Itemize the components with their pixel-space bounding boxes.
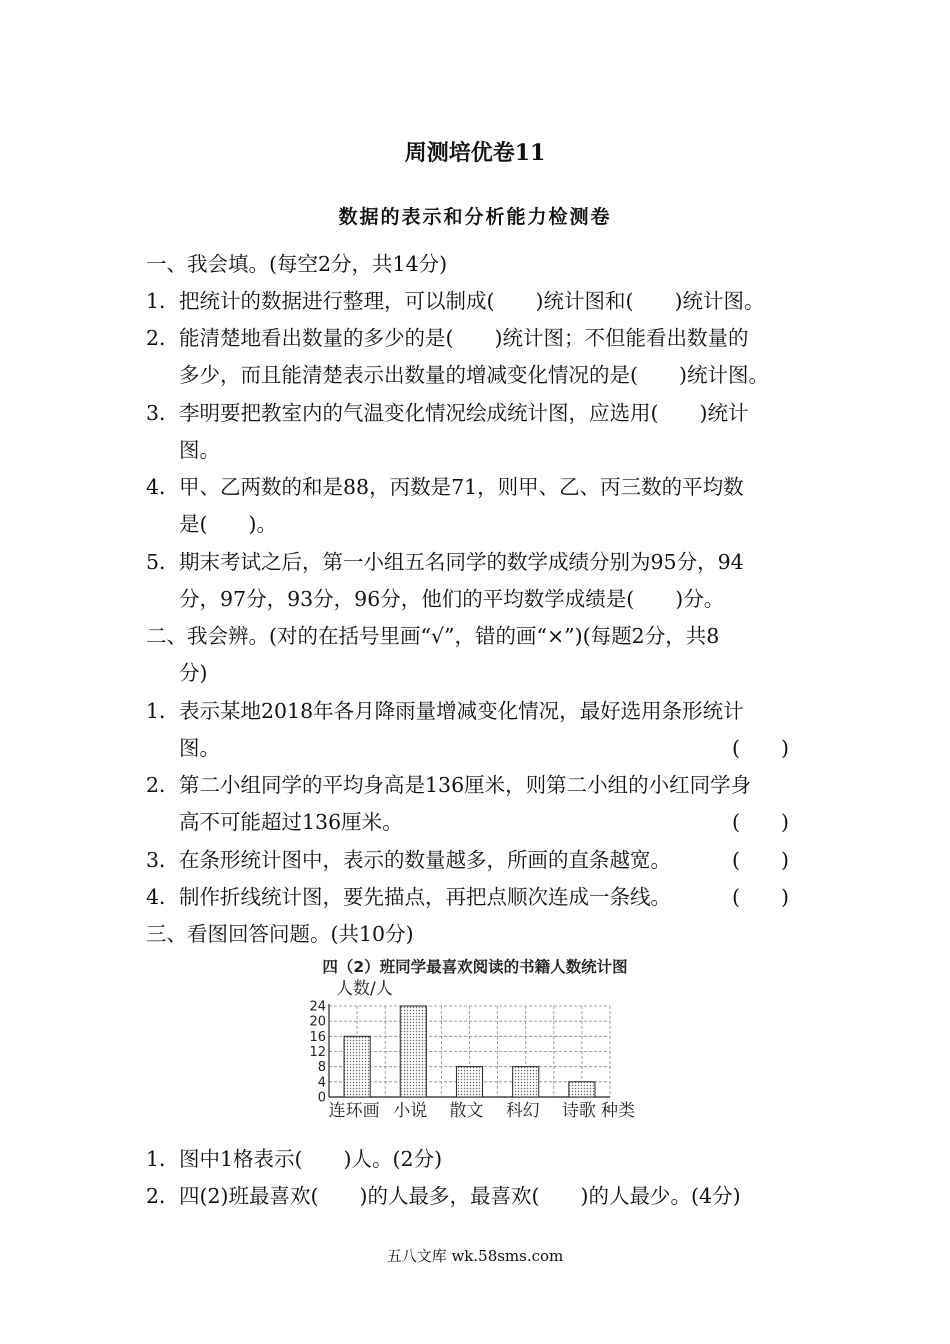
y-axis-label: 人数/人: [336, 979, 393, 999]
y-tick-label: 20: [309, 1014, 326, 1030]
question-number: 1．: [146, 699, 180, 723]
y-tick-label: 16: [309, 1029, 326, 1045]
question-number: 3．: [146, 401, 180, 425]
s3-question-1: [146, 1145, 442, 1173]
question-number: 1．: [146, 289, 180, 313]
s3-question-2: [146, 1182, 741, 1210]
y-tick-label: 24: [309, 999, 326, 1015]
x-axis-label: 种类: [601, 1101, 635, 1121]
question-text: 期末考试之后，第一小组五名同学的数学成绩分别为95分，94: [179, 550, 744, 574]
s1-question-5: [146, 548, 744, 576]
bar-小说: [400, 1006, 426, 1097]
s1-question-1: [146, 287, 765, 315]
section2-heading-cont: 分): [179, 661, 208, 685]
y-tick-label: 8: [317, 1060, 326, 1076]
s2-question-1-cont: 图。: [179, 736, 220, 760]
x-tick-label: 诗歌: [561, 1101, 596, 1121]
s2-question-2: [146, 771, 751, 799]
question-text: 制作折线统计图，要先描点，再把点顺次连成一条线。: [179, 885, 671, 909]
section1-heading: 一、我会填。(每空2分，共14分): [146, 252, 448, 276]
question-text: 把统计的数据进行整理，可以制成( )统计图和( )统计图。: [179, 289, 765, 313]
question-number: 3．: [146, 848, 180, 872]
s1-question-3-cont: 图。: [179, 438, 220, 462]
question-number: 4．: [146, 885, 180, 909]
bar-连环画: [344, 1036, 370, 1097]
page-subtitle: 数据的表示和分析能力检测卷: [338, 206, 612, 228]
x-tick-label: 散文: [449, 1101, 484, 1121]
answer-blank[interactable]: ( ): [732, 848, 789, 872]
section2-heading: 二、我会辨。(对的在括号里画“√”，错的画“×”)(每题2分，共8: [146, 624, 720, 648]
footer-watermark: 五八文库 wk.58sms.com: [386, 1247, 564, 1265]
bar-诗歌: [569, 1082, 595, 1097]
question-number: 5．: [146, 550, 180, 574]
answer-blank[interactable]: ( ): [732, 810, 789, 834]
s1-question-3: [146, 399, 749, 427]
question-text: 李明要把教室内的气温变化情况绘成统计图，应选用( )统计: [179, 401, 749, 425]
question-text: 甲、乙两数的和是88，丙数是71，则甲、乙、丙三数的平均数: [179, 475, 744, 499]
question-number: 1．: [146, 1147, 180, 1171]
question-text: 四(2)班最喜欢( )的人最多，最喜欢( )的人最少。(4分): [179, 1184, 741, 1208]
section3-heading: 三、看图回答问题。(共10分): [146, 922, 414, 946]
bar-散文: [456, 1067, 482, 1097]
s1-question-2: [146, 324, 749, 352]
question-number: 2．: [146, 326, 180, 350]
question-number: 4．: [146, 475, 180, 499]
question-number: 2．: [146, 1184, 180, 1208]
s1-question-4: [146, 473, 744, 501]
answer-blank[interactable]: ( ): [732, 736, 789, 760]
question-text: 能清楚地看出数量的多少的是( )统计图；不但能看出数量的: [179, 326, 749, 350]
y-tick-label: 4: [317, 1075, 326, 1091]
s2-question-2-cont: 高不可能超过136厘米。: [179, 810, 403, 834]
s2-question-3: [146, 846, 671, 874]
x-tick-label: 科幻: [505, 1101, 540, 1121]
question-text: 表示某地2018年各月降雨量增减变化情况，最好选用条形统计: [179, 699, 744, 723]
s1-question-4-cont: 是( )。: [179, 512, 277, 536]
x-tick-label: 小说: [393, 1101, 428, 1121]
s1-question-5-cont: 分，97分，93分，96分，他们的平均数学成绩是( )分。: [179, 587, 725, 611]
bar-科幻: [513, 1067, 539, 1097]
s2-question-1: [146, 697, 744, 725]
page-title: 周测培优卷11: [404, 140, 546, 166]
chart-title: 四（2）班同学最喜欢阅读的书籍人数统计图: [322, 958, 628, 976]
question-text: 第二小组同学的平均身高是136厘米，则第二小组的小红同学身: [179, 773, 752, 797]
question-number: 2．: [146, 773, 180, 797]
bar-chart: [280, 952, 680, 1128]
y-tick-label: 12: [309, 1045, 326, 1060]
question-text: 在条形统计图中，表示的数量越多，所画的直条越宽。: [179, 848, 671, 872]
s1-question-2-cont: 多少，而且能清楚表示出数量的增减变化情况的是( )统计图。: [179, 363, 769, 387]
y-tick-label: 0: [317, 1090, 326, 1106]
x-tick-label: 连环画: [328, 1101, 380, 1121]
s2-question-4: [146, 883, 671, 911]
question-text: 图中1格表示( )人。(2分): [179, 1147, 443, 1171]
answer-blank[interactable]: ( ): [732, 885, 789, 909]
